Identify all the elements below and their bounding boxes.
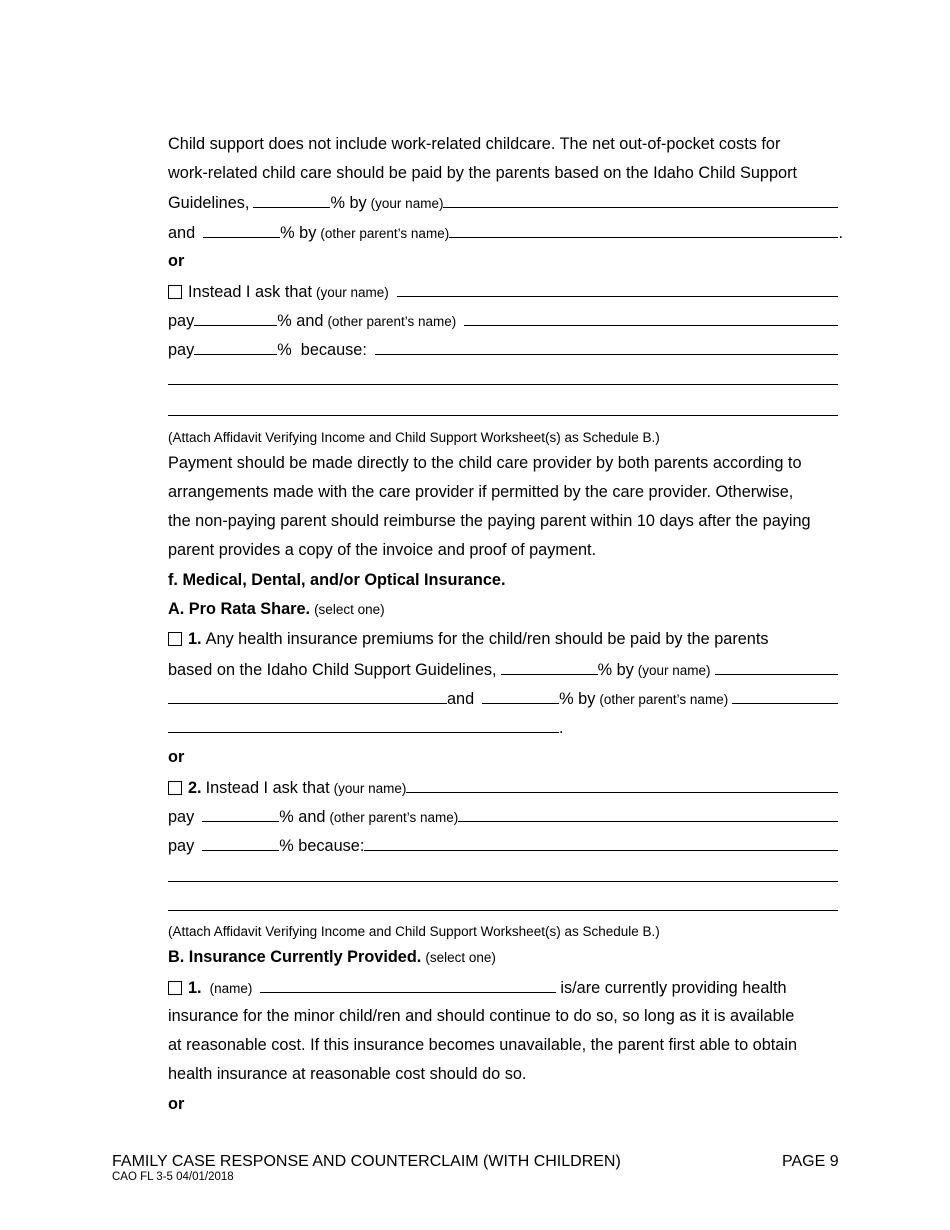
current-insurance-heading: B. Insurance Currently Provided. [168, 948, 422, 966]
childcare-pct-your-row [168, 192, 838, 214]
pro-rata-other-row [168, 688, 838, 710]
instead-label: Instead I ask that [205, 779, 330, 797]
childcare-your-pct-field[interactable] [253, 192, 330, 208]
payment-text: arrangements made with the care provider if permitted by the care provider. Otherwise, [168, 483, 794, 501]
pro-rata-your-row [168, 659, 838, 681]
insurance-pay-pct-field-1[interactable] [202, 806, 279, 822]
childcare-other-name-field[interactable] [449, 222, 838, 238]
footer-title: FAMILY CASE RESPONSE AND COUNTERCLAIM (WITH CHILDREN) [112, 1153, 621, 1170]
childcare-or [168, 251, 838, 271]
insurance-pay-pct-field-2[interactable] [202, 835, 279, 851]
pro-rata-option-2-checkbox[interactable] [168, 781, 182, 795]
your-name-label: (your name) [637, 663, 711, 678]
insurance-your-name-field[interactable] [715, 659, 838, 675]
childcare-instead-row [168, 281, 838, 303]
childcare-attach-note [168, 428, 838, 448]
childcare-other-pct-field[interactable] [203, 222, 280, 238]
childcare-pay-row-1 [168, 310, 838, 332]
pct-by-label: % by [559, 690, 596, 708]
childcare-because-field[interactable] [375, 339, 838, 355]
payment-text: Payment should be made directly to the child care provider by both parents according to [168, 454, 802, 472]
your-name-label: (your name) [370, 196, 444, 211]
current-option-1-checkbox[interactable] [168, 981, 182, 995]
insurance-your-name-field-cont[interactable] [168, 688, 447, 704]
option-number: 1. [188, 979, 202, 997]
current-text-line-3 [168, 1064, 838, 1084]
childcare-text-line-2 [168, 163, 838, 183]
pro-rata-option-1-checkbox[interactable] [168, 632, 182, 646]
option-number: 2. [188, 779, 202, 797]
insurance-other-pct-field[interactable] [482, 688, 559, 704]
current-option-text: insurance for the minor child/ren and should continue to do so, so long as it is available [168, 1007, 795, 1025]
other-parent-name-label: (other parent’s name) [327, 314, 457, 329]
option-number: 1. [188, 630, 202, 648]
select-one-label: (select one) [314, 602, 385, 617]
insurance-other-name-field-cont[interactable] [168, 717, 559, 733]
attach-note-text: (Attach Affidavit Verifying Income and Child Support Worksheet(s) as Schedule B.) [168, 430, 660, 445]
guidelines-label: Guidelines, [168, 194, 250, 212]
period: . [838, 224, 843, 242]
pro-rata-heading: A. Pro Rata Share. [168, 600, 311, 618]
current-text-line-1 [168, 1006, 838, 1026]
pct-and-label: % and [279, 808, 326, 826]
current-provider-name-field[interactable] [260, 977, 556, 993]
pct-by-label: % by [597, 661, 634, 679]
attach-note-text: (Attach Affidavit Verifying Income and Child Support Worksheet(s) as Schedule B.) [168, 924, 660, 939]
your-name-label: (your name) [316, 285, 389, 300]
childcare-text-line-1 [168, 134, 838, 154]
or-label: or [168, 748, 185, 766]
guidelines-label: based on the Idaho Child Support Guidelines, [168, 661, 497, 679]
childcare-reason-line-2[interactable] [168, 415, 838, 416]
childcare-reason-line-1[interactable] [168, 384, 838, 385]
current-heading-row [168, 947, 838, 968]
current-option-text: health insurance at reasonable cost should do so. [168, 1065, 527, 1083]
insurance-or [168, 747, 838, 767]
insurance-heading [168, 570, 838, 590]
other-parent-name-label: (other parent’s name) [329, 810, 459, 825]
insurance-pay-row-1 [168, 806, 838, 828]
childcare-pay-other-name-field[interactable] [464, 310, 838, 326]
pro-rata-option-1-row [168, 629, 838, 649]
payment-line-2 [168, 482, 838, 502]
payment-text: the non-paying parent should reimburse the paying parent within 10 days after the paying [168, 512, 811, 530]
current-option-text: is/are currently providing health [560, 979, 787, 997]
select-one-label: (select one) [425, 950, 496, 965]
instead-label: Instead I ask that [188, 283, 312, 301]
pro-rata-option-2-row [168, 777, 838, 799]
other-parent-name-label: (other parent’s name) [599, 692, 729, 707]
insurance-your-pct-field[interactable] [501, 659, 598, 675]
period: . [559, 719, 564, 737]
current-or [168, 1094, 838, 1114]
or-label: or [168, 252, 185, 270]
and-label: and [447, 690, 475, 708]
pct-by-label: % by [280, 224, 317, 242]
current-option-1-row [168, 977, 838, 999]
pay-label: pay [168, 808, 195, 826]
pay-label: pay [168, 837, 195, 855]
pct-by-label: % by [330, 194, 367, 212]
name-label: (name) [209, 981, 253, 996]
payment-line-1 [168, 453, 838, 473]
pro-rata-other-cont-row [168, 717, 838, 738]
page-number: PAGE 9 [782, 1153, 839, 1170]
pro-rata-heading-row [168, 599, 838, 620]
insurance-because-field[interactable] [364, 835, 838, 851]
pay-label: pay [168, 341, 195, 359]
insurance-pay-other-name-field[interactable] [458, 806, 838, 822]
childcare-instead-name-field[interactable] [397, 281, 838, 297]
insurance-reason-line-2[interactable] [168, 910, 838, 911]
or-label: or [168, 1095, 185, 1113]
payment-text: parent provides a copy of the invoice and proof of payment. [168, 541, 597, 559]
childcare-text: work-related child care should be paid by the parents based on the Idaho Child Support [168, 164, 798, 182]
insurance-reason-line-1[interactable] [168, 881, 838, 882]
current-text-line-2 [168, 1035, 838, 1055]
insurance-instead-name-field[interactable] [406, 777, 838, 793]
childcare-text: Child support does not include work-related childcare. The net out-of-pocket costs for [168, 135, 781, 153]
payment-line-4 [168, 540, 838, 560]
childcare-pct-other-row [168, 222, 843, 244]
childcare-your-name-field[interactable] [443, 192, 838, 208]
your-name-label: (your name) [333, 781, 407, 796]
section-heading: f. Medical, Dental, and/or Optical Insurance. [168, 571, 506, 589]
current-option-text: at reasonable cost. If this insurance becomes unavailable, the parent first able to obtain [168, 1036, 798, 1054]
pct-because-label: % because: [279, 837, 365, 855]
childcare-pay-pct-field-1[interactable] [194, 310, 277, 326]
insurance-attach-note [168, 922, 838, 942]
insurance-other-name-field[interactable] [732, 688, 838, 704]
and-label: and [168, 224, 196, 242]
childcare-instead-checkbox[interactable] [168, 285, 182, 299]
payment-line-3 [168, 511, 838, 531]
pct-and-label: % and [277, 312, 324, 330]
childcare-pay-row-2 [168, 339, 838, 360]
childcare-pay-pct-field-2[interactable] [194, 339, 277, 355]
option-1-text: Any health insurance premiums for the child/ren should be paid by the parents [205, 630, 769, 648]
footer-form-id: CAO FL 3-5 04/01/2018 [112, 1171, 234, 1183]
pct-because-label: % because: [277, 341, 367, 359]
pay-label: pay [168, 312, 195, 330]
insurance-pay-row-2 [168, 835, 838, 856]
other-parent-name-label: (other parent’s name) [320, 226, 450, 241]
